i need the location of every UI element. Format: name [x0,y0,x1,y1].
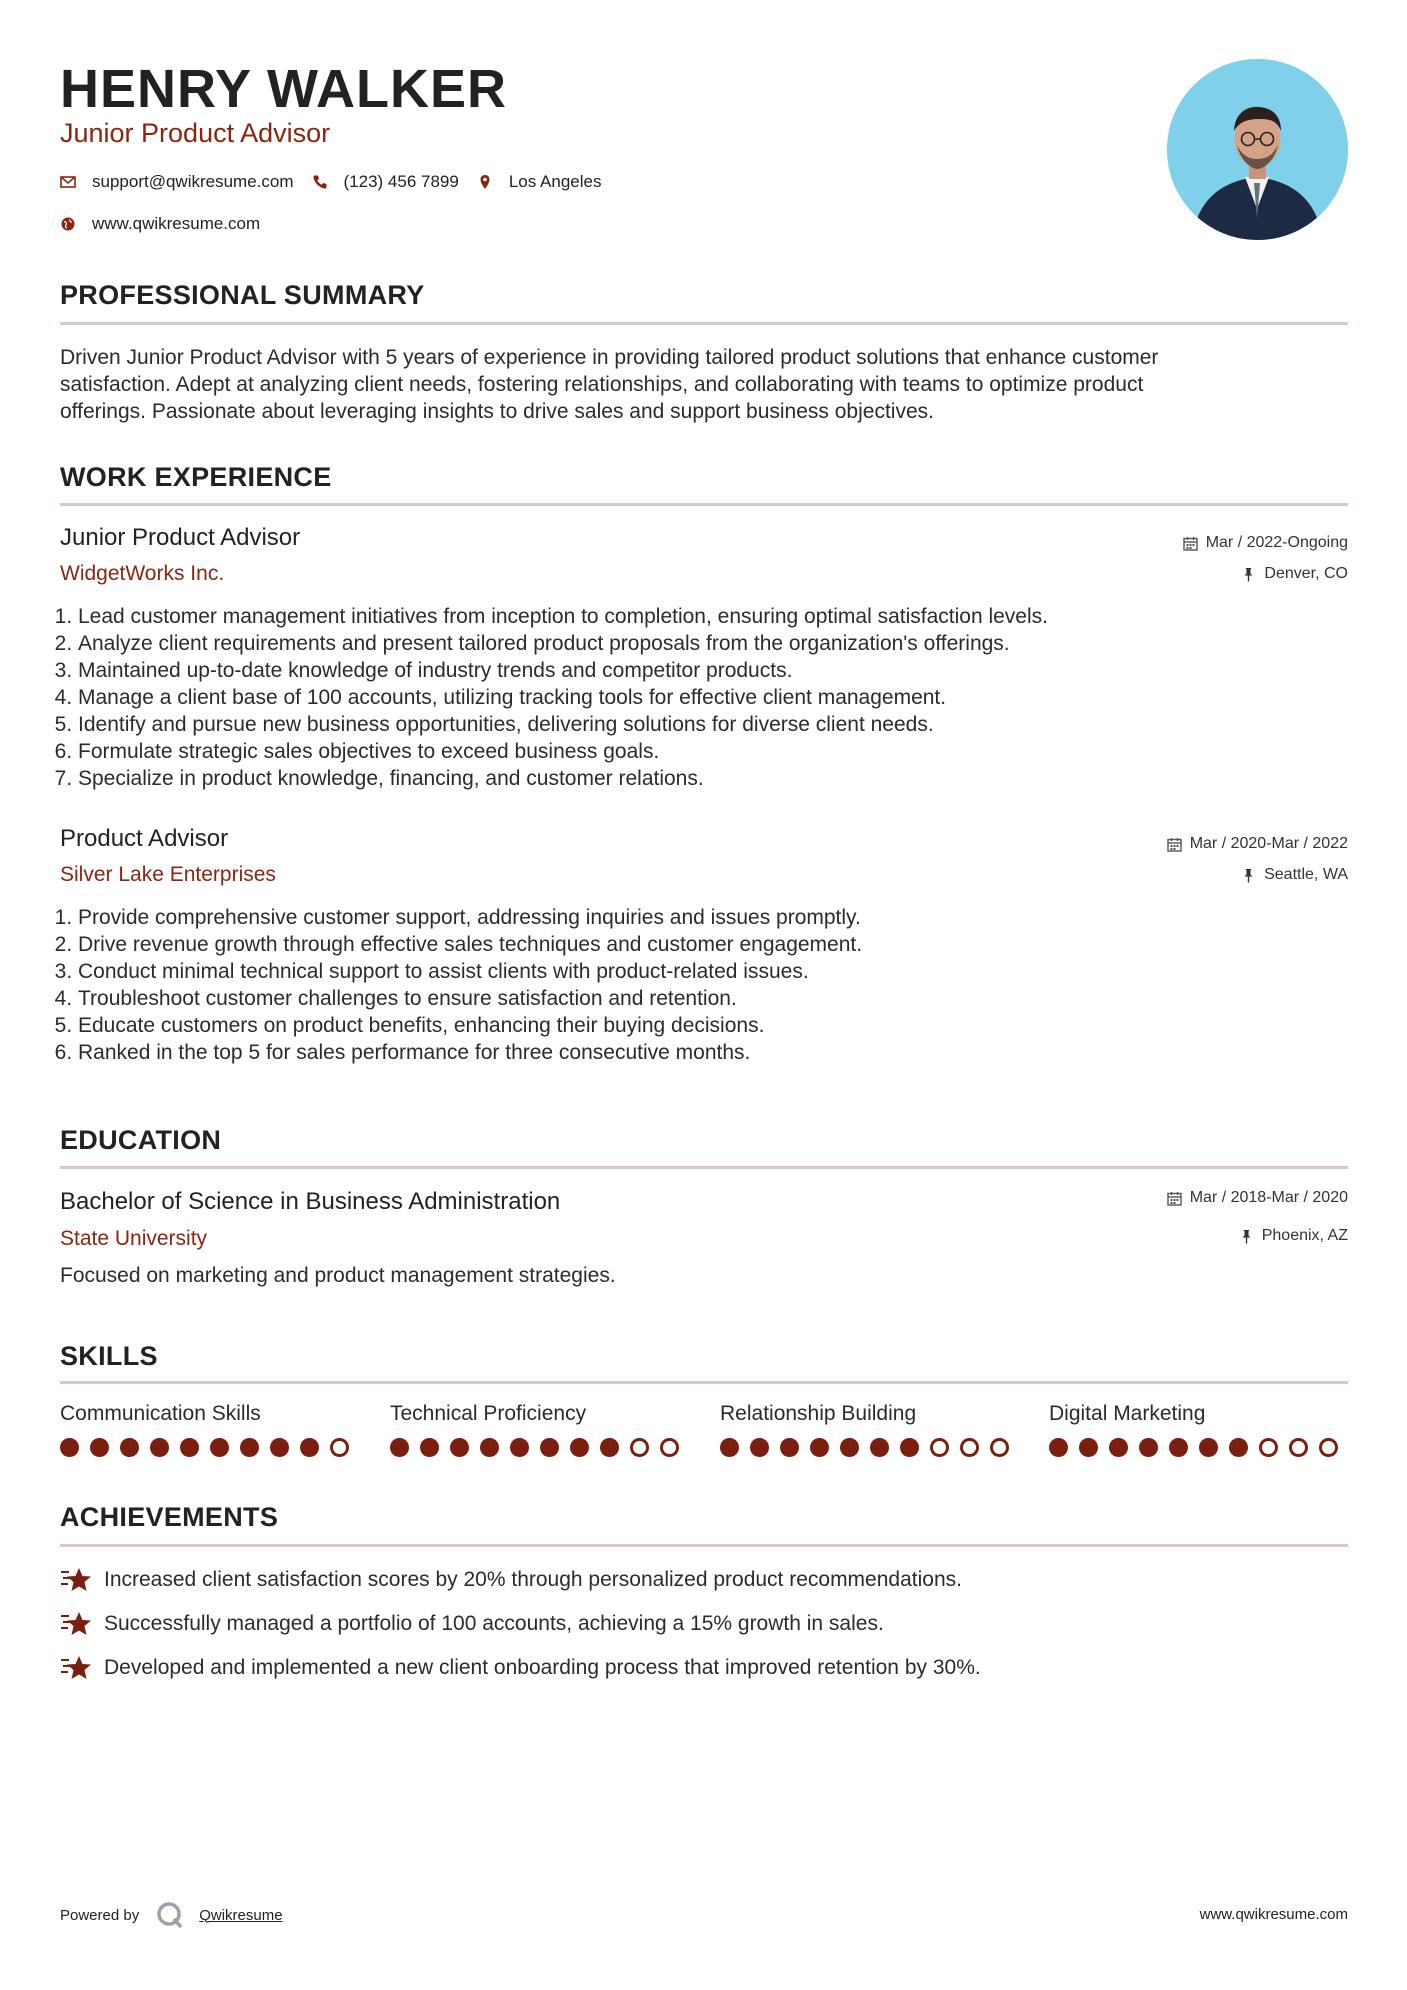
achievement-text: Developed and implemented a new client onboarding process that improved retention by 30%. [104,1656,981,1679]
job-bullet: 4. Manage a client base of 100 accounts, utilizing tracking tools for effective client management. [78,684,1048,711]
skills-divider [60,1381,1348,1384]
rating-dot-filled [210,1438,229,1457]
rating-dot-filled [480,1438,499,1457]
skill-name: Digital Marketing [1049,1402,1206,1425]
rating-dot-filled [720,1438,739,1457]
skill-rating [390,1438,690,1457]
star-award-icon [60,1610,92,1638]
job-location-text: Seattle, WA [1264,866,1348,883]
map-pin-icon [477,174,493,190]
rating-dot-filled [1169,1438,1188,1457]
summary-heading: PROFESSIONAL SUMMARY [60,280,425,310]
rating-dot-filled [270,1438,289,1457]
rating-dot-filled [60,1438,79,1457]
website-text: www.qwikresume.com [92,214,261,233]
education-dates [1167,1189,1348,1207]
summary-line: satisfaction. Adept at analyzing client needs, fostering relationships, and collaborating with teams to optimize product [60,373,1144,396]
job-company: Silver Lake Enterprises [60,863,276,886]
rating-dot-filled [1049,1438,1068,1457]
rating-dot-filled [1109,1438,1128,1457]
rating-dot-filled [180,1438,199,1457]
job-bullet: 4. Troubleshoot customer challenges to ensure satisfaction and retention. [78,985,862,1012]
job-title: Junior Product Advisor [60,524,301,551]
summary-line: offerings. Passionate about leveraging insights to drive sales and support business objectives. [60,400,934,423]
achievement-text: Increased client satisfaction scores by 20% through personalized product recommendations. [104,1568,962,1591]
skill-item [1049,1402,1349,1457]
envelope-icon [60,174,76,190]
rating-dot-filled [450,1438,469,1457]
globe-icon [60,216,76,232]
summary-divider [60,322,1348,325]
pushpin-icon [1241,567,1256,582]
job-bullet: 6. Ranked in the top 5 for sales performance for three consecutive months. [78,1039,862,1066]
rating-dot-empty [1319,1438,1338,1457]
job-bullet: 2. Analyze client requirements and present tailored product proposals from the organization's offerings. [78,630,1048,657]
rating-dot-filled [1139,1438,1158,1457]
achievement-item [60,1654,981,1682]
rating-dot-empty [960,1438,979,1457]
experience-divider [60,503,1348,506]
skill-item [390,1402,690,1457]
job-bullets [52,904,862,1066]
skill-name: Relationship Building [720,1402,917,1425]
education-dates-text: Mar / 2018-Mar / 2020 [1189,1189,1348,1206]
education-heading: EDUCATION [60,1125,222,1155]
skill-item [720,1402,1020,1457]
skill-item [60,1402,360,1457]
rating-dot-filled [810,1438,829,1457]
skills-heading: SKILLS [60,1341,158,1371]
job-bullet: 1. Lead customer management initiatives from inception to completion, ensuring optimal satisfaction levels. [78,603,1048,630]
calendar-icon [1167,1191,1182,1206]
skill-name: Communication Skills [60,1402,261,1425]
rating-dot-filled [90,1438,109,1457]
summary-line: Driven Junior Product Advisor with 5 years of experience in providing tailored product solutions that enhance customer [60,346,1159,369]
rating-dot-filled [600,1438,619,1457]
contact-row [60,172,619,192]
school-name: State University [60,1227,208,1250]
rating-dot-empty [1259,1438,1278,1457]
job-location [1241,866,1348,884]
qwikresume-link[interactable]: Qwikresume [199,1906,283,1924]
location-item [477,172,602,192]
achievements-divider [60,1544,1348,1547]
email-item[interactable] [60,172,294,192]
powered-by [60,1900,283,1930]
pushpin-icon [1239,1229,1254,1244]
rating-dot-empty [930,1438,949,1457]
phone-item[interactable] [312,172,459,192]
footer-website[interactable]: www.qwikresume.com [1199,1906,1348,1923]
calendar-icon [1183,536,1198,551]
rating-dot-filled [1199,1438,1218,1457]
rating-dot-empty [990,1438,1009,1457]
job-dates-text: Mar / 2020-Mar / 2022 [1189,835,1348,852]
job-company: WidgetWorks Inc. [60,562,225,585]
rating-dot-filled [540,1438,559,1457]
rating-dot-filled [1229,1438,1248,1457]
powered-by-label: Powered by [60,1906,140,1924]
pushpin-icon [1241,868,1256,883]
job-dates-text: Mar / 2022-Ongoing [1205,534,1348,551]
rating-dot-filled [420,1438,439,1457]
summary-text [60,344,1350,425]
phone-icon [312,174,328,190]
education-divider [60,1166,1348,1169]
rating-dot-filled [900,1438,919,1457]
star-award-icon [60,1566,92,1594]
star-award-icon [60,1654,92,1682]
candidate-title: Junior Product Advisor [60,118,331,148]
education-location-text: Phoenix, AZ [1261,1227,1348,1244]
job-bullet: 5. Identify and pursue new business opportunities, delivering solutions for diverse client needs. [78,711,1048,738]
degree-title: Bachelor of Science in Business Administration [60,1188,561,1215]
rating-dot-empty [1289,1438,1308,1457]
achievement-item [60,1610,884,1638]
rating-dot-filled [120,1438,139,1457]
email-text: support@qwikresume.com [92,172,294,191]
job-bullets [52,603,1048,792]
job-bullet: 5. Educate customers on product benefits, enhancing their buying decisions. [78,1012,862,1039]
rating-dot-filled [750,1438,769,1457]
skill-name: Technical Proficiency [390,1402,587,1425]
experience-heading: WORK EXPERIENCE [60,462,332,492]
rating-dot-filled [150,1438,169,1457]
education-location [1239,1227,1348,1245]
job-bullet: 3. Maintained up-to-date knowledge of industry trends and competitor products. [78,657,1048,684]
job-dates [1167,835,1348,853]
skill-rating [60,1438,360,1457]
rating-dot-filled [780,1438,799,1457]
rating-dot-empty [660,1438,679,1457]
job-bullet: 2. Drive revenue growth through effective sales techniques and customer engagement. [78,931,862,958]
rating-dot-empty [630,1438,649,1457]
job-location [1241,565,1348,583]
rating-dot-filled [300,1438,319,1457]
job-bullet: 7. Specialize in product knowledge, financing, and customer relations. [78,765,1048,792]
rating-dot-empty [330,1438,349,1457]
achievements-heading: ACHIEVEMENTS [60,1502,279,1532]
rating-dot-filled [870,1438,889,1457]
job-title: Product Advisor [60,825,229,852]
rating-dot-filled [390,1438,409,1457]
job-bullet: 6. Formulate strategic sales objectives to exceed business goals. [78,738,1048,765]
rating-dot-filled [1079,1438,1098,1457]
job-bullet: 3. Conduct minimal technical support to assist clients with product-related issues. [78,958,862,985]
phone-text: (123) 456 7899 [343,172,459,191]
rating-dot-filled [840,1438,859,1457]
qwikresume-logo-icon [155,1900,185,1930]
profile-photo [1167,59,1348,240]
job-dates [1183,534,1348,552]
education-description: Focused on marketing and product management strategies. [60,1264,616,1287]
rating-dot-filled [240,1438,259,1457]
location-text: Los Angeles [508,172,602,191]
candidate-name: HENRY WALKER [60,59,508,119]
skill-rating [1049,1438,1349,1457]
website-item[interactable] [60,214,260,234]
rating-dot-filled [510,1438,529,1457]
job-bullet: 1. Provide comprehensive customer support, addressing inquiries and issues promptly. [78,904,862,931]
skill-rating [720,1438,1020,1457]
achievement-text: Successfully managed a portfolio of 100 accounts, achieving a 15% growth in sales. [104,1612,884,1635]
job-location-text: Denver, CO [1264,565,1348,582]
rating-dot-filled [570,1438,589,1457]
website-row [60,214,278,234]
achievement-item [60,1566,962,1594]
calendar-icon [1167,837,1182,852]
